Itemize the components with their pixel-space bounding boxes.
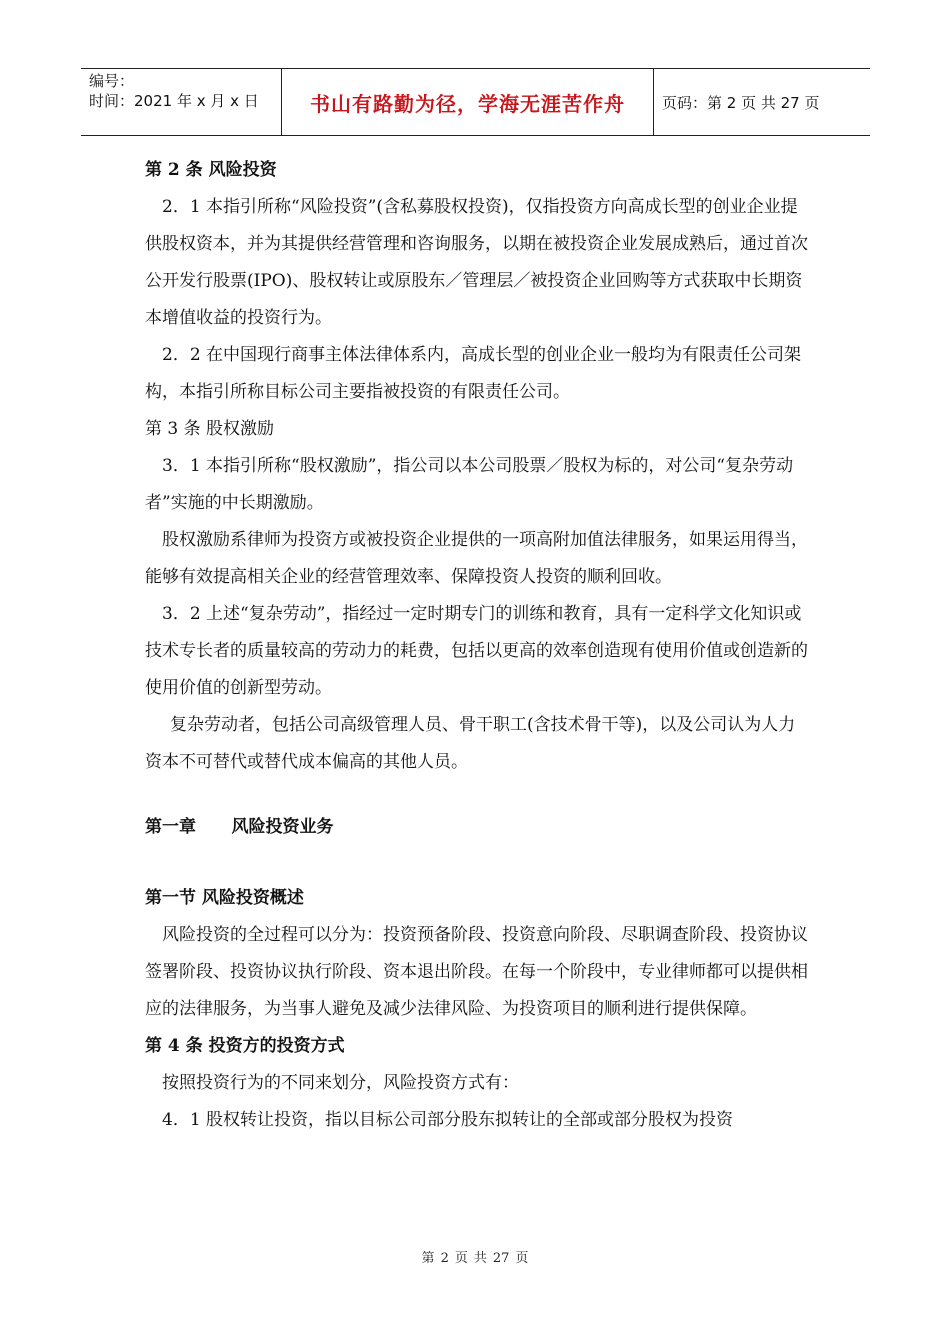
- footer-di: 第: [421, 1251, 435, 1266]
- page-footer: [0, 1247, 950, 1266]
- paragraph: 3．1 本指引所称“股权激励”，指公司以本公司股票／股权为标的，对公司“复杂劳动者”实施的中长期激励。: [145, 456, 794, 513]
- spacer: [145, 781, 810, 809]
- footer-gong: 共: [473, 1251, 487, 1266]
- document-body: [145, 152, 810, 1139]
- paragraph: 按照投资行为的不同来划分，风险投资方式有：: [162, 1073, 519, 1093]
- spacer: [145, 846, 810, 880]
- footer-ye: 页: [454, 1251, 468, 1266]
- paragraph: 4．1 股权转让投资，指以目标公司部分股东拟转让的全部或部分股权为投资: [162, 1110, 734, 1130]
- article-heading: 第 3 条 股权激励: [145, 419, 275, 439]
- doc-time-label: 时间：2021 年 x 月 x 日: [89, 92, 259, 110]
- header-meta: [81, 69, 282, 135]
- footer-page-number: 2: [440, 1251, 449, 1266]
- paragraph: 2．2 在中国现行商事主体法律体系内，高成长型的创业企业一般均为有限责任公司架构，本指引所称目标公司主要指被投资的有限责任公司。: [145, 345, 802, 402]
- footer-total-pages: 27: [492, 1251, 510, 1266]
- footer-ye: 页: [515, 1251, 529, 1266]
- paragraph: 2．1 本指引所称“风险投资”(含私募股权投资)，仅指投资方向高成长型的创业企业提供股权资本，并为其提供经营管理和咨询服务，以期在被投资企业发展成熟后，通过首次公开发行股票(IPO)、股权转让或原股东／管理层／被投资企业回购等方式获取中长期资本增值收益的投资行为。: [145, 197, 808, 328]
- paragraph: 风险投资的全过程可以分为：投资预备阶段、投资意向阶段、尽职调查阶段、投资协议签署阶段、投资协议执行阶段、资本退出阶段。在每一个阶段中，专业律师都可以提供相应的法律服务，为当事人避免及减少法律风险、为投资项目的顺利进行提供保障。: [145, 925, 808, 1019]
- header-page-label: 页码：第 2 页 共 27 页: [662, 93, 820, 112]
- paragraph: 3．2 上述“复杂劳动”，指经过一定时期专门的训练和教育，具有一定科学文化知识或技术专长者的质量较高的劳动力的耗费，包括以更高的效率创造现有使用价值或创造新的使用价值的创新型劳动。: [145, 604, 808, 698]
- page-header: [81, 68, 870, 136]
- paragraph: 股权激励系律师为投资方或被投资企业提供的一项高附加值法律服务，如果运用得当，能够有效提高相关企业的经营管理效率、保障投资人投资的顺利回收。: [145, 530, 808, 587]
- chapter-heading: 第一章 风险投资业务: [145, 817, 334, 837]
- section-heading: 第一节 风险投资概述: [145, 888, 304, 908]
- paragraph: 复杂劳动者，包括公司高级管理人员、骨干职工(含技术骨干等)，以及公司认为人力资本不可替代或替代成本偏高的其他人员。: [145, 715, 796, 772]
- doc-number-label: 编号：: [89, 72, 135, 90]
- article-heading: 第 4 条 投资方的投资方式: [145, 1036, 345, 1056]
- article-heading: 第 2 条 风险投资: [145, 160, 277, 180]
- header-motto: 书山有路勤为径，学海无涯苦作舟: [282, 69, 654, 135]
